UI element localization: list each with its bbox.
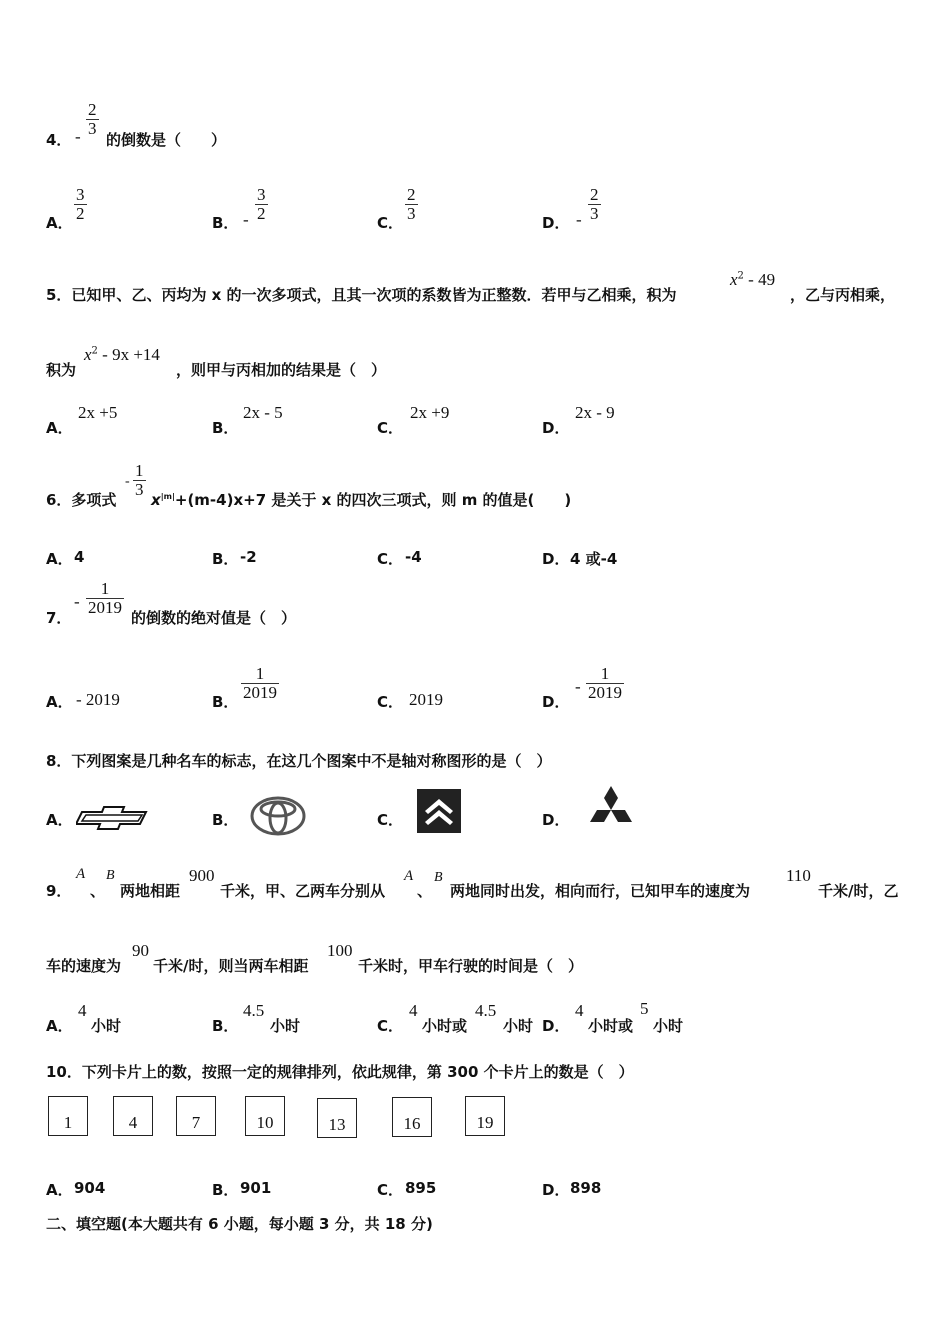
option-value: 2x +5 xyxy=(78,403,118,422)
denominator: 2 xyxy=(257,204,266,223)
point-b: B xyxy=(434,870,443,885)
option-b-fraction xyxy=(255,186,268,223)
citroen-logo xyxy=(417,789,461,833)
speed-value: 110 xyxy=(786,866,811,885)
option-label: A． xyxy=(46,811,73,829)
speed-value: 90 xyxy=(132,941,149,960)
polynomial xyxy=(151,489,571,510)
var: x xyxy=(730,270,738,289)
numerator: 3 xyxy=(76,185,85,204)
point-b: B xyxy=(106,868,115,883)
number-card: 10 xyxy=(245,1096,285,1136)
option-label: D． xyxy=(542,550,570,568)
option-label: B． xyxy=(212,693,239,711)
option-a-fraction xyxy=(74,186,87,223)
distance-value: 900 xyxy=(189,866,215,885)
denominator: 2019 xyxy=(588,683,622,702)
option-value: 895 xyxy=(405,1179,437,1197)
exponent: 2 xyxy=(737,270,744,282)
number-card: 19 xyxy=(465,1096,505,1136)
numerator: 1 xyxy=(255,664,265,683)
fraction xyxy=(86,101,99,138)
option-label: B． xyxy=(212,419,239,437)
separator: 、 xyxy=(90,882,106,900)
unit: 小时 xyxy=(270,1017,301,1035)
option-c-fraction xyxy=(405,186,418,223)
minus-sign: - xyxy=(125,474,130,489)
fraction xyxy=(133,462,146,499)
denominator: 3 xyxy=(590,204,599,223)
option-label: C． xyxy=(377,1017,404,1035)
option-label: B． xyxy=(212,1181,239,1199)
option-value: 2x - 9 xyxy=(575,403,615,422)
option-value: 4.5 xyxy=(243,1001,265,1020)
question-text: 两地相距 xyxy=(120,882,181,900)
option-value: 4 或-4 xyxy=(570,550,618,568)
question-text: 的倒数的绝对值是（ ） xyxy=(131,609,297,627)
question-number: 7． xyxy=(46,609,72,627)
denominator: 3 xyxy=(407,204,416,223)
option-value: 2019 xyxy=(409,690,443,709)
question-number: 4． xyxy=(46,131,72,149)
question-text: 车的速度为 xyxy=(46,957,122,975)
minus-sign: - xyxy=(576,210,582,229)
option-label: C． xyxy=(377,1181,404,1199)
option-label: A． xyxy=(46,419,73,437)
minus-sign: - xyxy=(74,592,80,611)
mitsubishi-logo xyxy=(582,784,640,834)
exponent: 2 xyxy=(91,345,98,357)
numerator: 1 xyxy=(135,461,144,480)
term: - 9x +14 xyxy=(97,345,160,364)
unit: 小时 xyxy=(653,1017,684,1035)
option-value: 4 xyxy=(74,548,85,566)
math-expression xyxy=(84,345,160,365)
chevrolet-logo xyxy=(76,803,152,833)
question-text: 积为 xyxy=(46,361,77,379)
number-card: 13 xyxy=(317,1098,357,1138)
option-label: D． xyxy=(542,1017,570,1035)
numerator: 3 xyxy=(257,185,266,204)
numerator: 1 xyxy=(100,579,110,598)
option-label: C． xyxy=(377,419,404,437)
question-text: 6．多项式 xyxy=(46,491,117,509)
option-label: A． xyxy=(46,550,73,568)
question-text: 千米时，甲车行驶的时间是（ ） xyxy=(358,957,584,975)
option-value: 4 xyxy=(409,1001,418,1020)
option-value: - 2019 xyxy=(76,690,120,709)
question-text: 千米，甲、乙两车分别从 xyxy=(220,882,386,900)
section-title: 二、填空题(本大题共有 6 小题，每小题 3 分，共 18 分) xyxy=(46,1215,433,1233)
denominator: 2019 xyxy=(243,683,277,702)
numerator: 2 xyxy=(407,185,416,204)
option-value: 898 xyxy=(570,1179,602,1197)
number-card: 7 xyxy=(176,1096,216,1136)
option-label: D． xyxy=(542,1181,570,1199)
option-value: 2x +9 xyxy=(410,403,450,422)
option-label: B． xyxy=(212,1017,239,1035)
option-value: -4 xyxy=(405,548,422,566)
option-b-fraction xyxy=(241,665,279,702)
var: x xyxy=(151,491,161,509)
option-d-fraction xyxy=(588,186,601,223)
unit: 小时或 xyxy=(422,1017,468,1035)
math-expression xyxy=(730,270,775,290)
term: - 49 xyxy=(743,270,776,289)
question-text: 千米/时，乙 xyxy=(818,882,899,900)
option-label: C． xyxy=(377,693,404,711)
option-label: C． xyxy=(377,214,404,232)
number-card: 1 xyxy=(48,1096,88,1136)
question-text-end: ，乙与丙相乘， xyxy=(790,286,896,304)
number-card: 4 xyxy=(113,1096,153,1136)
denominator: 3 xyxy=(88,119,97,138)
toyota-logo xyxy=(250,796,306,836)
question-text: 两地同时出发，相向而行，已知甲车的速度为 xyxy=(450,882,751,900)
option-label: C． xyxy=(377,550,404,568)
denominator: 2019 xyxy=(88,598,122,617)
question-text: 千米/时，则当两车相距 xyxy=(153,957,309,975)
point-a: A xyxy=(76,866,86,882)
point-a: A xyxy=(404,868,414,884)
option-value: 2x - 5 xyxy=(243,403,283,422)
option-label: A． xyxy=(46,1181,73,1199)
minus-sign: - xyxy=(75,127,81,146)
unit: 小时 xyxy=(503,1017,534,1035)
option-value: 4 xyxy=(78,1001,87,1020)
option-label: A． xyxy=(46,214,73,232)
question-number: 9． xyxy=(46,882,72,900)
numerator: 2 xyxy=(590,185,599,204)
option-label: D． xyxy=(542,214,570,232)
separator: 、 xyxy=(417,882,433,900)
option-label: A． xyxy=(46,693,73,711)
option-label: A． xyxy=(46,1017,73,1035)
option-value: 901 xyxy=(240,1179,272,1197)
denominator: 2 xyxy=(76,204,85,223)
option-label: C． xyxy=(377,811,404,829)
question-text: 10．下列卡片上的数，按照一定的规律排列，依此规律，第 300 个卡片上的数是（ ） xyxy=(46,1063,634,1081)
option-value: 5 xyxy=(640,999,649,1018)
unit: 小时 xyxy=(91,1017,122,1035)
minus-sign: - xyxy=(243,210,249,229)
option-label: D． xyxy=(542,811,570,829)
question-text-end: ，则甲与丙相加的结果是（ ） xyxy=(176,361,387,379)
option-label: D． xyxy=(542,419,570,437)
option-value: 904 xyxy=(74,1179,106,1197)
denominator: 3 xyxy=(135,480,144,499)
question-text: 的倒数是（ ） xyxy=(106,131,227,149)
option-label: D． xyxy=(542,693,570,711)
question-text: 8．下列图案是几种名车的标志，在这几个图案中不是轴对称图形的是（ ） xyxy=(46,752,552,770)
exponent: |m| xyxy=(160,492,175,501)
option-value: 4.5 xyxy=(475,1001,497,1020)
option-label: B． xyxy=(212,214,239,232)
fraction xyxy=(86,580,124,617)
question-text-rest: +(m-4)x+7 是关于 x 的四次三项式，则 m 的值是( ) xyxy=(174,491,572,509)
minus-sign: - xyxy=(575,677,581,696)
option-d-fraction xyxy=(586,665,624,702)
question-text: 5．已知甲、乙、丙均为 x 的一次多项式，且其一次项的系数皆为正整数．若甲与乙相乘，积为 xyxy=(46,286,677,304)
unit: 小时或 xyxy=(588,1017,634,1035)
numerator: 1 xyxy=(600,664,610,683)
option-value: -2 xyxy=(240,548,257,566)
option-value: 4 xyxy=(575,1001,584,1020)
number-card: 16 xyxy=(392,1097,432,1137)
option-label: B． xyxy=(212,550,239,568)
var: x xyxy=(84,345,92,364)
option-label: B． xyxy=(212,811,239,829)
distance-value: 100 xyxy=(327,941,353,960)
numerator: 2 xyxy=(88,100,97,119)
